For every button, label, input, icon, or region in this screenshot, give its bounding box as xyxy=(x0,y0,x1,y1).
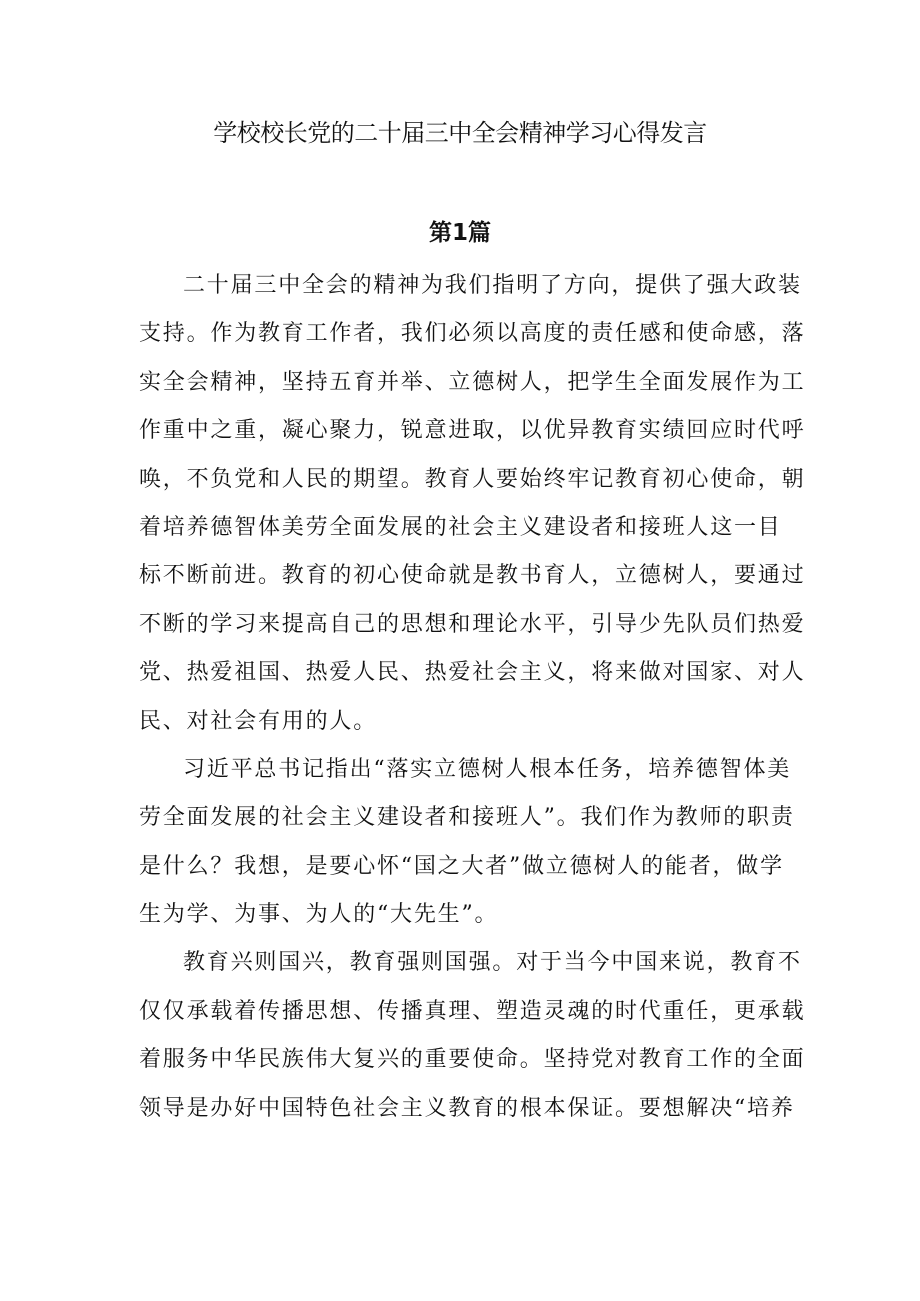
text-line: 唤，不负党和人民的期望。教育人要始终牢记教育初心使命，朝 xyxy=(139,466,806,492)
text-line: 民、对社会有用的人。 xyxy=(139,708,378,734)
text-line: 生为学、为事、为人的“大先生”。 xyxy=(139,902,499,928)
text-line: 实全会精神，坚持五育并举、立德树人，把学生全面发展作为工 xyxy=(139,369,806,395)
document-title: 学校校长党的二十届三中全会精神学习心得发言 xyxy=(213,119,707,147)
text-line: 标不断前进。教育的初心使命就是教书育人，立德树人，要通过 xyxy=(139,563,806,589)
text-line: 仅仅承载着传播思想、传播真理、塑造灵魂的时代重任，更承载 xyxy=(139,998,806,1024)
text-line: 领导是办好中国特色社会主义教育的根本保证。要想解决“培养 xyxy=(139,1095,795,1121)
text-line: 作重中之重，凝心聚力，锐意进取，以优异教育实绩回应时代呼 xyxy=(139,418,806,444)
text-line: 二十届三中全会的精神为我们指明了方向，提供了强大政装 xyxy=(183,273,802,298)
text-line: 是什么？我想，是要心怀“国之大者”做立德树人的能者，做学 xyxy=(139,853,784,879)
text-line: 党、热爱祖国、热爱人民、热爱社会主义，将来做对国家、对人 xyxy=(139,660,806,686)
paragraph-2 xyxy=(139,746,795,940)
document-body xyxy=(139,262,806,1133)
section-title: 第1篇 xyxy=(428,220,491,246)
text-line: 支持。作为教育工作者，我们必须以高度的责任感和使命感，落 xyxy=(139,321,806,347)
text-line: 习近平总书记指出“落实立德树人根本任务，培养德智体美 xyxy=(183,756,792,782)
text-line: 教育兴则国兴，教育强则国强。对于当今中国来说，教育不 xyxy=(183,950,802,976)
text-line: 着培养德智体美劳全面发展的社会主义建设者和接班人这一目 xyxy=(139,514,782,540)
paragraph-1 xyxy=(139,262,806,746)
text-line: 着服务中华民族伟大复兴的重要使命。坚持党对教育工作的全面 xyxy=(139,1047,806,1073)
text-line: 不断的学习来提高自己的思想和理论水平，引导少先队员们热爱 xyxy=(139,611,806,637)
text-line: 劳全面发展的社会主义建设者和接班人”。我们作为教师的职责 xyxy=(139,805,795,831)
paragraph-3 xyxy=(139,939,806,1133)
